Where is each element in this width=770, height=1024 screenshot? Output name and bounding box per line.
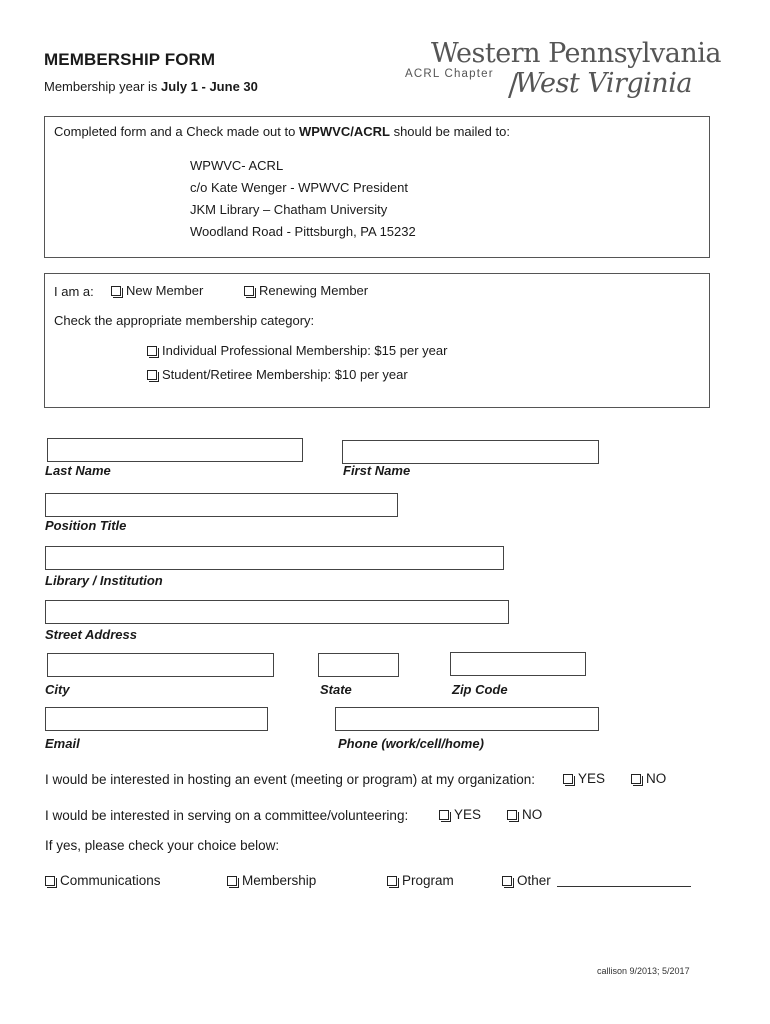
form-title: MEMBERSHIP FORM <box>44 50 216 69</box>
checkbox-icon[interactable] <box>563 774 573 784</box>
logo-slash: / <box>508 68 519 103</box>
program-option[interactable]: Program <box>387 873 454 888</box>
committee-no-option[interactable]: NO <box>507 807 542 822</box>
logo-line1: Western Pennsylvania <box>431 38 722 69</box>
committee-question: I would be interested in serving on a committee/volunteering: <box>45 808 409 823</box>
checkbox-icon[interactable] <box>439 810 449 820</box>
other-blank-line[interactable] <box>557 874 691 887</box>
new-member-option[interactable]: New Member <box>111 283 203 298</box>
i-am-a-label: I am a: <box>54 284 94 299</box>
individual-membership-option[interactable]: Individual Professional Membership: $15 per year <box>147 343 447 358</box>
category-prompt: Check the appropriate membership category: <box>54 313 315 328</box>
membership-year: Membership year is July 1 - June 30 <box>44 79 258 94</box>
library-field[interactable] <box>45 546 504 570</box>
city-field[interactable] <box>47 653 274 677</box>
mailing-intro: Completed form and a Check made out to WPWVC/ACRL should be mailed to: <box>54 124 510 139</box>
first-name-label: First Name <box>343 463 411 478</box>
checkbox-icon[interactable] <box>507 810 517 820</box>
address-line: WPWVC- ACRL <box>190 158 284 173</box>
logo-line2: West Virginia <box>515 68 692 99</box>
checkbox-icon[interactable] <box>147 370 157 380</box>
position-title-label: Position Title <box>45 518 127 533</box>
renewing-member-option[interactable]: Renewing Member <box>244 283 368 298</box>
address-line: JKM Library – Chatham University <box>190 202 388 217</box>
communications-option[interactable]: Communications <box>45 873 161 888</box>
first-name-field[interactable] <box>342 440 599 464</box>
student-membership-option[interactable]: Student/Retiree Membership: $10 per year <box>147 367 408 382</box>
checkbox-icon[interactable] <box>227 876 237 886</box>
address-line: Woodland Road - Pittsburgh, PA 15232 <box>190 224 416 239</box>
phone-label: Phone (work/cell/home) <box>338 736 484 751</box>
library-label: Library / Institution <box>45 573 163 588</box>
email-field[interactable] <box>45 707 268 731</box>
checkbox-icon[interactable] <box>244 286 254 296</box>
street-address-field[interactable] <box>45 600 509 624</box>
last-name-field[interactable] <box>47 438 303 462</box>
checkbox-icon[interactable] <box>631 774 641 784</box>
city-label: City <box>45 682 70 697</box>
email-label: Email <box>45 736 80 751</box>
hosting-yes-option[interactable]: YES <box>563 771 605 786</box>
checkbox-icon[interactable] <box>45 876 55 886</box>
phone-field[interactable] <box>335 707 599 731</box>
hosting-no-option[interactable]: NO <box>631 771 666 786</box>
membership-option[interactable]: Membership <box>227 873 316 888</box>
choice-prompt: If yes, please check your choice below: <box>45 838 280 853</box>
footer-revision: callison 9/2013; 5/2017 <box>597 966 690 976</box>
hosting-question: I would be interested in hosting an event (meeting or program) at my organization: <box>45 772 536 787</box>
zip-code-label: Zip Code <box>452 682 508 697</box>
other-option[interactable]: Other <box>502 873 691 888</box>
state-label: State <box>320 682 352 697</box>
checkbox-icon[interactable] <box>111 286 121 296</box>
street-address-label: Street Address <box>45 627 137 642</box>
last-name-label: Last Name <box>45 463 111 478</box>
state-field[interactable] <box>318 653 399 677</box>
logo-chapter: ACRL Chapter <box>405 68 494 80</box>
address-line: c/o Kate Wenger - WPWVC President <box>190 180 408 195</box>
checkbox-icon[interactable] <box>387 876 397 886</box>
checkbox-icon[interactable] <box>147 346 157 356</box>
checkbox-icon[interactable] <box>502 876 512 886</box>
zip-code-field[interactable] <box>450 652 586 676</box>
committee-yes-option[interactable]: YES <box>439 807 481 822</box>
position-title-field[interactable] <box>45 493 398 517</box>
chapter-logo <box>405 38 722 104</box>
